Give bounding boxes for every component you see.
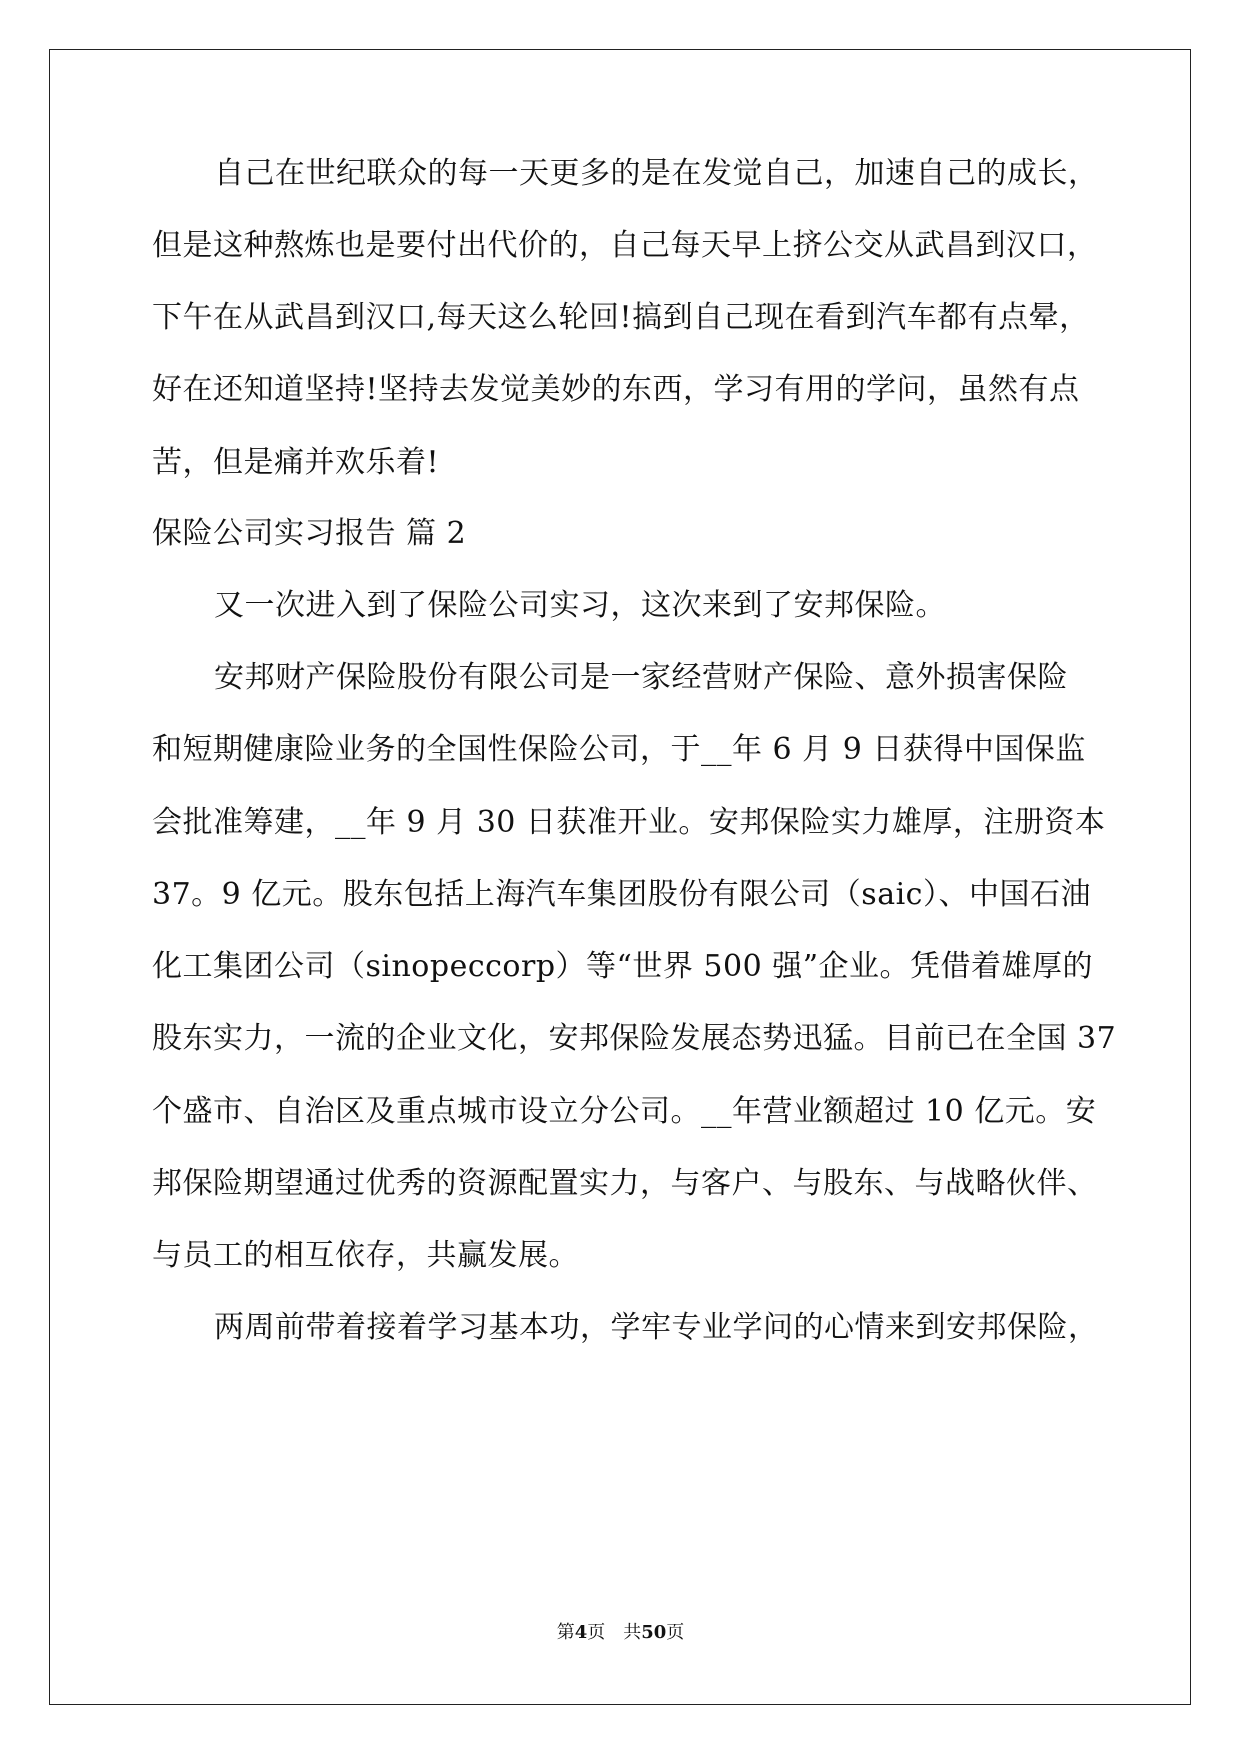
paragraph-line: 但是这种熬炼也是要付出代价的，自己每天早上挤公交从武昌到汉口， xyxy=(152,228,1098,263)
footer-mid: 页 共 xyxy=(587,1622,642,1643)
footer-suffix: 页 xyxy=(666,1622,685,1643)
paragraph-line: 37。9 亿元。股东包括上海汽车集团股份有限公司（saic）、中国石油 xyxy=(152,877,1091,912)
paragraph-line: 股东实力，一流的企业文化，安邦保险发展态势迅猛。目前已在全国 37 xyxy=(152,1021,1117,1056)
page-footer xyxy=(0,1622,1241,1644)
paragraph-line: 和短期健康险业务的全国性保险公司，于__年 6 月 9 日获得中国保监 xyxy=(152,732,1086,767)
paragraph-line: 安邦财产保险股份有限公司是一家经营财产保险、意外损害保险 xyxy=(214,660,1068,695)
section-heading: 保险公司实习报告 篇 2 xyxy=(152,516,467,551)
footer-page-number: 4 xyxy=(574,1622,588,1643)
paragraph-line: 邦保险期望通过优秀的资源配置实力，与客户、与股东、与战略伙伴、 xyxy=(152,1166,1098,1201)
paragraph-line: 下午在从武昌到汉口,每天这么轮回!搞到自己现在看到汽车都有点晕， xyxy=(152,300,1090,335)
paragraph-line: 好在还知道坚持!坚持去发觉美妙的东西，学习有用的学问，虽然有点 xyxy=(152,372,1080,407)
paragraph-line: 与员工的相互依存，共赢发展。 xyxy=(152,1238,579,1273)
paragraph-line: 化工集团公司（sinopeccorp）等“世界 500 强”企业。凭借着雄厚的 xyxy=(152,949,1094,984)
footer-prefix: 第 xyxy=(556,1622,575,1643)
footer-total-pages: 50 xyxy=(641,1622,667,1643)
paragraph-line: 又一次进入到了保险公司实习，这次来到了安邦保险。 xyxy=(214,588,946,623)
paragraph-line: 个盛市、自治区及重点城市设立分公司。__年营业额超过 10 亿元。安 xyxy=(152,1094,1097,1129)
paragraph-line: 自己在世纪联众的每一天更多的是在发觉自己，加速自己的成长， xyxy=(214,156,1099,191)
paragraph-line: 苦，但是痛并欢乐着! xyxy=(152,445,440,480)
paragraph-line: 两周前带着接着学习基本功，学牢专业学问的心情来到安邦保险， xyxy=(214,1310,1099,1345)
paragraph-line: 会批准筹建，__年 9 月 30 日获准开业。安邦保险实力雄厚，注册资本 xyxy=(152,805,1106,840)
